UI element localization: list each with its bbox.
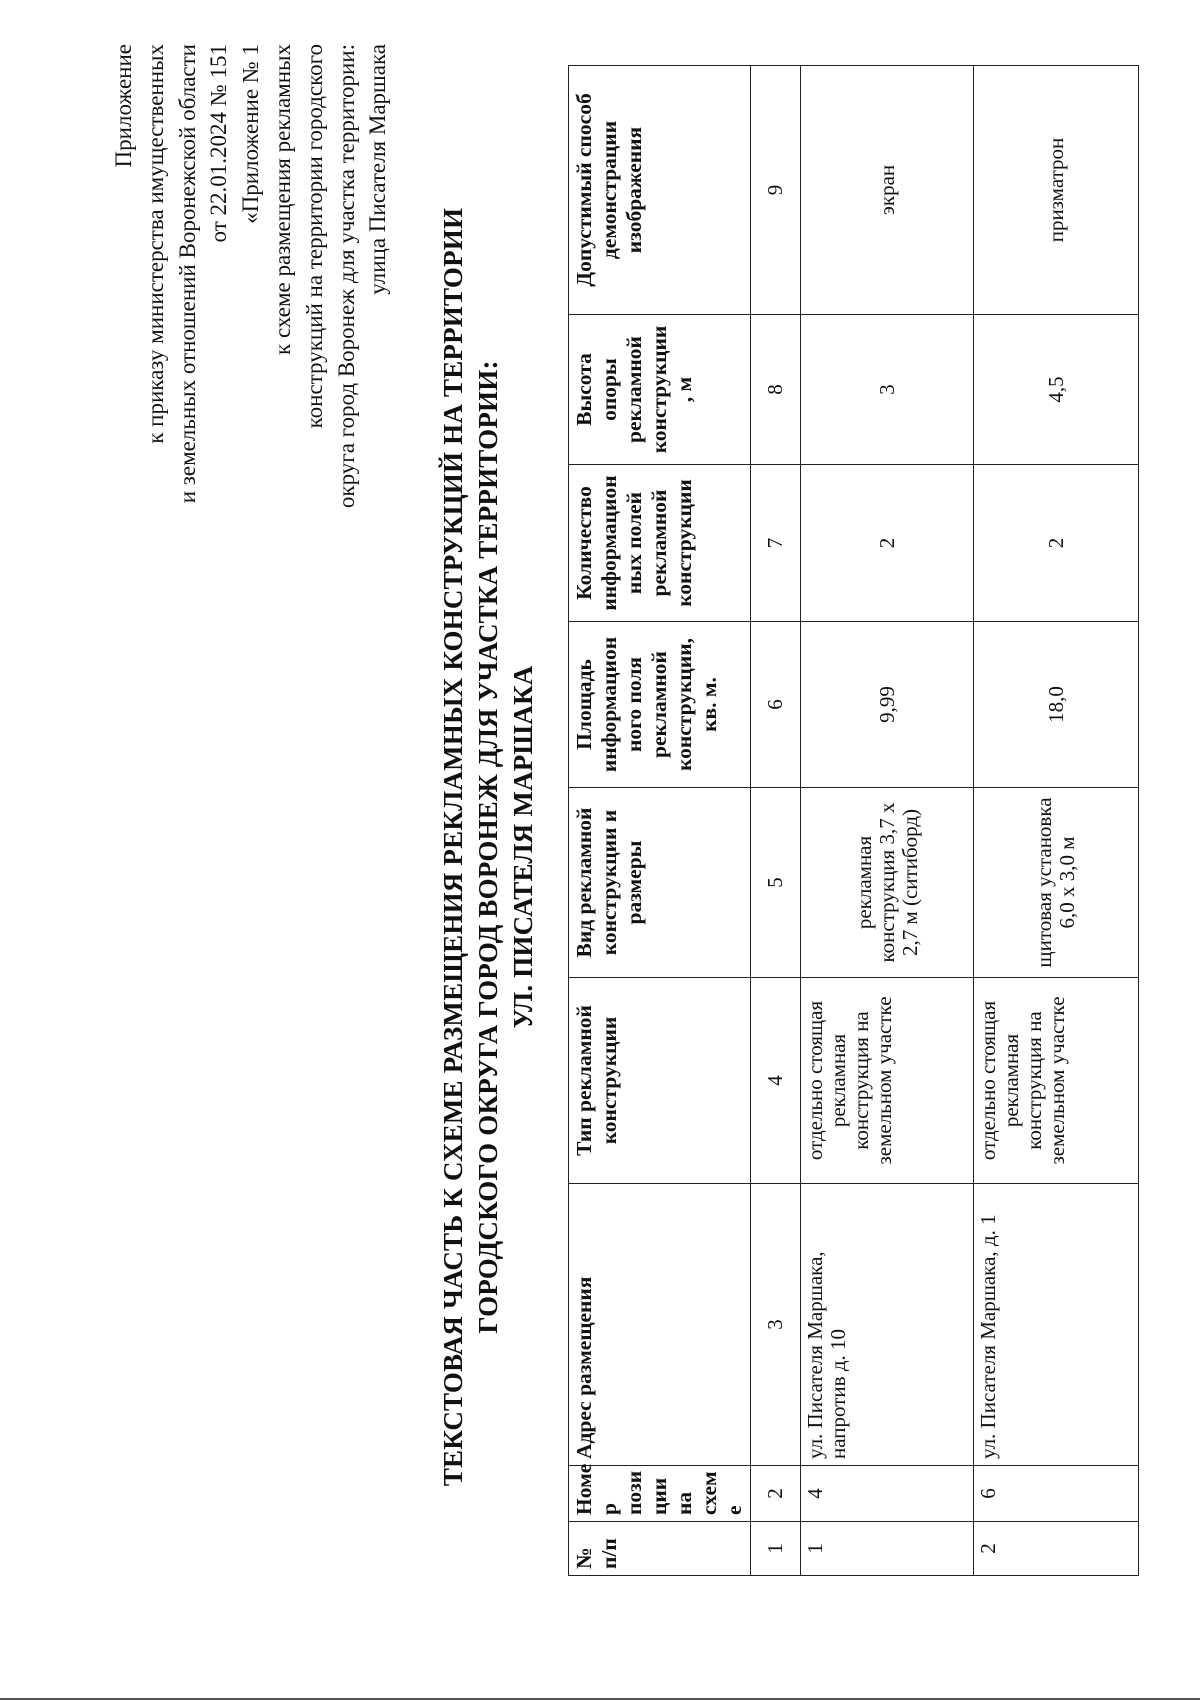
title-line: ГОРОДСКОГО ОКРУГА ГОРОД ВОРОНЕЖ ДЛЯ УЧАСТКА ТЕРРИТОРИИ: (473, 360, 503, 1334)
row-address: ул. Писателя Маршака, д. 1 (974, 1184, 1139, 1466)
appendix-note (108, 44, 394, 604)
header-cell-position: Номе р пози ции на схем е (569, 1466, 751, 1522)
header-row (569, 66, 751, 1576)
appendix-line: и земельных отношений Воронежской области (174, 44, 200, 504)
row-height: 3 (801, 315, 974, 465)
appendix-line: от 22.01.2024 № 151 (206, 44, 232, 243)
column-number: 9 (751, 66, 801, 315)
appendix-line: округа город Воронеж для участка территории: (333, 44, 359, 509)
row-height: 4,5 (974, 315, 1139, 465)
title-line: ТЕКСТОВАЯ ЧАСТЬ К СХЕМЕ РАЗМЕЩЕНИЯ РЕКЛАМНЫХ КОНСТРУКЦИЙ НА ТЕРРИТОРИИ (438, 207, 468, 1487)
row-fields: 2 (974, 465, 1139, 622)
row-method: экран (801, 66, 974, 315)
appendix-line: к схеме размещения рекламных (269, 44, 295, 355)
row-kind: рекламная конструкция 3,7 х 2,7 м (ситиборд) (801, 788, 974, 978)
header-cell-index: № п/п (569, 1522, 751, 1576)
appendix-line: Приложение (111, 44, 136, 168)
column-number: 6 (751, 622, 801, 788)
column-number: 5 (751, 788, 801, 978)
header-cell-kind: Вид рекламной конструкции и размеры (569, 788, 751, 978)
column-number: 7 (751, 465, 801, 622)
row-index: 1 (801, 1522, 974, 1576)
header-cell-type: Тип рекламной конструкции (569, 978, 751, 1184)
column-number-row (751, 66, 801, 1576)
row-type: отдельно стоящая рекламная конструкция на земельном участке (974, 978, 1139, 1184)
header-cell-method: Допустимый способ демонстрации изображения (569, 66, 751, 315)
appendix-line: «Приложение № 1 (238, 44, 264, 224)
header-cell-area: Площадь информацион ного поля рекламной конструкции, кв. м. (569, 622, 751, 788)
appendix-line: конструкций на территории городского (301, 44, 327, 429)
column-number: 4 (751, 978, 801, 1184)
header-cell-address: Адрес размещения (569, 1184, 751, 1466)
row-position: 6 (974, 1466, 1139, 1522)
row-area: 18,0 (974, 622, 1139, 788)
table-row (974, 66, 1139, 1576)
row-type: отдельно стоящая рекламная конструкция на земельном участке (801, 978, 974, 1184)
row-index: 2 (974, 1522, 1139, 1576)
row-address: ул. Писателя Маршака, напротив д. 10 (801, 1184, 974, 1466)
table-row (801, 66, 974, 1576)
appendix-line: улица Писателя Маршака (365, 44, 391, 295)
row-method: призматрон (974, 66, 1139, 315)
title-line: УЛ. ПИСАТЕЛЯ МАРШАКА (508, 665, 538, 1029)
column-number: 2 (751, 1466, 801, 1522)
header-cell-fields: Количество информацион ных полей рекламной конструкции (569, 465, 751, 622)
row-position: 4 (801, 1466, 974, 1522)
appendix-line: к приказу министерства имущественных (142, 44, 168, 444)
row-area: 9,99 (801, 622, 974, 788)
header-cell-height: Высота опоры рекламной конструкции , м (569, 315, 751, 465)
row-kind: щитовая установка 6,0 х 3,0 м (974, 788, 1139, 978)
placement-table (568, 65, 1139, 1576)
column-number: 8 (751, 315, 801, 465)
row-fields: 2 (801, 465, 974, 622)
document-title (436, 0, 541, 1694)
column-number: 3 (751, 1184, 801, 1466)
column-number: 1 (751, 1522, 801, 1576)
